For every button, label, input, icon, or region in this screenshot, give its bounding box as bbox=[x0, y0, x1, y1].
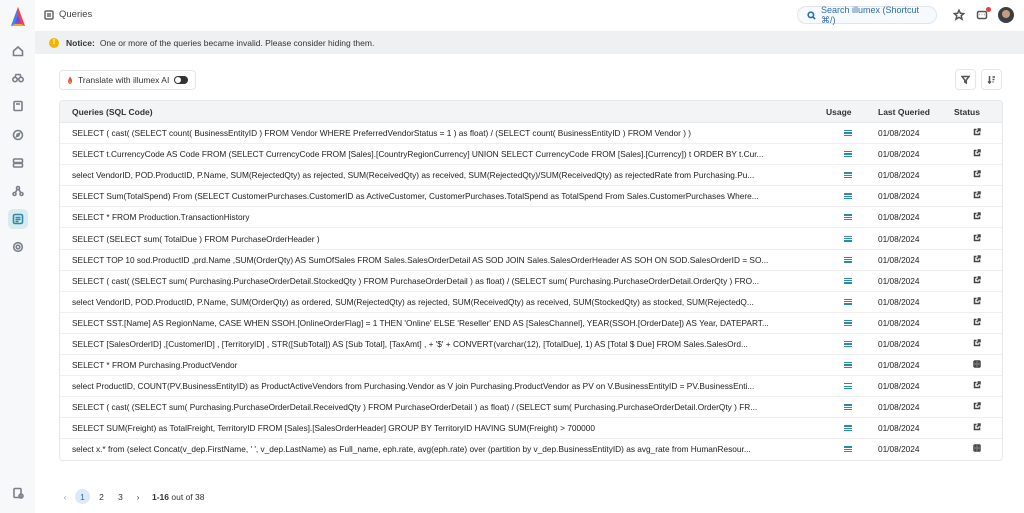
query-cell[interactable]: SELECT * FROM Production.TransactionHistory bbox=[72, 212, 250, 223]
next-page-button[interactable]: › bbox=[136, 491, 140, 502]
usage-cell[interactable] bbox=[822, 214, 874, 220]
table-row[interactable] bbox=[60, 144, 1002, 165]
query-cell[interactable]: SELECT Sum(TotalSpend) From (SELECT CustomerPurchases.CustomerID as ActiveCustomer, CustomerPurchases.TotalSpend as TotalSpend From Sales.CustomerPurchases Where... bbox=[72, 191, 759, 202]
query-cell[interactable]: SELECT (SELECT sum( TotalDue ) FROM PurchaseOrderHeader ) bbox=[72, 233, 320, 244]
header-last-queried[interactable]: Last Queried bbox=[878, 106, 930, 117]
status-cell bbox=[952, 423, 1002, 433]
query-cell[interactable]: select VendorID, POD.ProductID, P.Name, SUM(OrderQty) as ordered, SUM(RejectedQty) as rejected, SUM(ReceivedQty) as received, SUM(StockedQty) as stocked, SUM(RejectedQ... bbox=[72, 296, 754, 307]
table-row[interactable] bbox=[60, 186, 1002, 207]
last-queried-cell: 01/08/2024 bbox=[878, 381, 920, 392]
query-cell[interactable]: SELECT SUM(Freight) as TotalFreight, TerritoryID FROM [Sales].[SalesOrderHeader] GROUP BY TerritoryID HAVING SUM(Freight) > 700000 bbox=[72, 423, 595, 434]
notice-text: One or more of the queries became invalid. Please consider hiding them. bbox=[99, 37, 375, 48]
table-header bbox=[60, 101, 1002, 123]
table-row[interactable] bbox=[60, 397, 1002, 418]
table-row[interactable] bbox=[60, 165, 1002, 186]
usage-icon[interactable] bbox=[844, 341, 852, 347]
external-link-icon[interactable] bbox=[973, 128, 981, 138]
table-row[interactable] bbox=[60, 292, 1002, 313]
table-row[interactable] bbox=[60, 207, 1002, 228]
usage-icon[interactable] bbox=[844, 130, 852, 136]
status-cell bbox=[952, 339, 1002, 349]
query-cell[interactable]: select VendorID, POD.ProductID, P.Name, SUM(RejectedQty) as rejected, SUM(ReceivedQty) as received, SUM(RejectedQty)/SUM(ReceivedQty) as rejectedRate from Purchasing.Pu... bbox=[72, 170, 755, 181]
pagination bbox=[59, 489, 204, 504]
header-status[interactable]: Status bbox=[954, 106, 980, 117]
page-2-button[interactable]: 2 bbox=[99, 491, 104, 502]
queries-page-icon bbox=[44, 10, 54, 20]
last-queried-cell: 01/08/2024 bbox=[878, 360, 920, 371]
last-queried-cell: 01/08/2024 bbox=[878, 275, 920, 286]
usage-cell[interactable] bbox=[822, 404, 874, 410]
last-queried-cell: 01/08/2024 bbox=[878, 212, 920, 223]
page-title: Queries bbox=[59, 9, 93, 20]
query-cell[interactable]: SELECT * FROM Purchasing.ProductVendor bbox=[72, 360, 238, 371]
book-icon[interactable] bbox=[8, 96, 28, 116]
external-link-icon[interactable] bbox=[973, 402, 981, 412]
external-link-icon[interactable] bbox=[973, 318, 981, 328]
queries-table bbox=[59, 100, 1003, 461]
notice-banner bbox=[35, 31, 1024, 54]
translate-toggle-button[interactable] bbox=[59, 70, 196, 90]
status-cell bbox=[952, 255, 1002, 265]
status-cell bbox=[952, 212, 1002, 222]
usage-cell[interactable] bbox=[822, 130, 874, 136]
translate-label: Translate with illumex AI bbox=[78, 75, 170, 85]
usage-icon[interactable] bbox=[844, 404, 852, 410]
top-bar bbox=[35, 0, 1024, 32]
prev-page-button[interactable]: ‹ bbox=[63, 491, 67, 502]
translate-switch[interactable] bbox=[174, 76, 188, 84]
star-icon[interactable] bbox=[952, 8, 966, 22]
status-cell bbox=[952, 318, 1002, 328]
query-cell[interactable]: SELECT t.CurrencyCode AS Code FROM (SELECT CurrencyCode FROM [Sales].[CountryRegionCurrency] UNION SELECT CurrencyCode FROM [Sales].[Currency]) t ORDER BY t.Cur... bbox=[72, 149, 764, 160]
external-link-icon[interactable] bbox=[973, 255, 981, 265]
usage-icon[interactable] bbox=[844, 172, 852, 178]
save-icon[interactable] bbox=[973, 360, 981, 370]
page-3-button[interactable]: 3 bbox=[118, 491, 123, 502]
query-cell[interactable]: SELECT ( cast( (SELECT count( BusinessEntityID ) FROM Vendor WHERE PreferredVendorStatus = 1 ) as float) / (SELECT count( BusinessEntityID ) FROM Vendor ) ) bbox=[72, 128, 692, 139]
usage-cell[interactable] bbox=[822, 320, 874, 326]
table-row[interactable] bbox=[60, 439, 1002, 459]
home-icon[interactable] bbox=[8, 41, 28, 61]
search-icon bbox=[807, 11, 816, 20]
usage-icon[interactable] bbox=[844, 278, 852, 284]
table-row[interactable] bbox=[60, 313, 1002, 334]
notification-badge bbox=[986, 7, 991, 12]
status-cell bbox=[952, 402, 1002, 412]
usage-cell[interactable] bbox=[822, 362, 874, 368]
external-link-icon[interactable] bbox=[973, 212, 981, 222]
status-cell bbox=[952, 444, 1002, 454]
query-cell[interactable]: SELECT ( cast( (SELECT sum( Purchasing.PurchaseOrderDetail.StockedQty ) FROM PurchaseOrderDetail ) as float) / (SELECT sum( Purchasing.PurchaseOrderDetail.OrderQty ) FRO... bbox=[72, 275, 760, 286]
table-row[interactable] bbox=[60, 250, 1002, 271]
table-row[interactable] bbox=[60, 376, 1002, 397]
last-queried-cell: 01/08/2024 bbox=[878, 423, 920, 434]
header-usage[interactable]: Usage bbox=[826, 106, 852, 117]
binoculars-icon[interactable] bbox=[8, 68, 28, 88]
external-link-icon[interactable] bbox=[973, 276, 981, 286]
page-1-button[interactable]: 1 bbox=[75, 489, 90, 504]
last-queried-cell: 01/08/2024 bbox=[878, 128, 920, 139]
status-cell bbox=[952, 128, 1002, 138]
main-content bbox=[35, 54, 1024, 513]
last-queried-cell: 01/08/2024 bbox=[878, 254, 920, 265]
last-queried-cell: 01/08/2024 bbox=[878, 338, 920, 349]
status-cell bbox=[952, 170, 1002, 180]
last-queried-cell: 01/08/2024 bbox=[878, 402, 920, 413]
illumex-logo[interactable] bbox=[9, 6, 27, 28]
external-link-icon[interactable] bbox=[973, 170, 981, 180]
usage-cell[interactable] bbox=[822, 236, 874, 242]
compass-icon[interactable] bbox=[8, 125, 28, 145]
breadcrumb bbox=[44, 9, 92, 20]
external-link-icon[interactable] bbox=[973, 339, 981, 349]
usage-icon[interactable] bbox=[844, 214, 852, 220]
table-row[interactable] bbox=[60, 123, 1002, 144]
filter-button[interactable] bbox=[955, 69, 976, 90]
query-cell[interactable]: select ProductID, COUNT(PV.BusinessEntityID) as ProductActiveVendors from Purchasing.Vendor as V join Purchasing.ProductVendor as PV on V.BusinessEntityID = PV.BusinessEnti... bbox=[72, 381, 755, 392]
notice-label: Notice: bbox=[66, 37, 95, 48]
status-cell bbox=[952, 360, 1002, 370]
query-cell[interactable]: SELECT ( cast( (SELECT sum( Purchasing.PurchaseOrderDetail.ReceivedQty ) FROM PurchaseOrderDetail ) as float) / (SELECT sum( Purchasing.PurchaseOrderDetail.OrderQty ) FR... bbox=[72, 402, 758, 413]
status-cell bbox=[952, 149, 1002, 159]
usage-cell[interactable] bbox=[822, 446, 874, 452]
query-cell[interactable]: SELECT TOP 10 sod.ProductID ,prd.Name ,SUM(OrderQty) AS SumOfSales FROM Sales.SalesOrderDetail AS SOD JOIN Sales.SalesOrderHeader AS SOH ON SOD.SalesOrderID = SO... bbox=[72, 254, 769, 265]
status-cell bbox=[952, 191, 1002, 201]
usage-icon[interactable] bbox=[844, 236, 852, 242]
last-queried-cell: 01/08/2024 bbox=[878, 191, 920, 202]
last-queried-cell: 01/08/2024 bbox=[878, 296, 920, 307]
table-row[interactable] bbox=[60, 355, 1002, 376]
status-cell bbox=[952, 381, 1002, 391]
search-button[interactable] bbox=[797, 6, 937, 24]
table-row[interactable] bbox=[60, 271, 1002, 292]
external-link-icon[interactable] bbox=[973, 381, 981, 391]
notifications-icon[interactable] bbox=[975, 8, 989, 22]
settings-icon[interactable] bbox=[8, 237, 28, 257]
usage-icon[interactable] bbox=[844, 193, 852, 199]
last-queried-cell: 01/08/2024 bbox=[878, 444, 920, 455]
usage-cell[interactable] bbox=[822, 151, 874, 157]
sidebar bbox=[0, 0, 36, 513]
usage-icon[interactable] bbox=[844, 425, 852, 431]
status-cell bbox=[952, 234, 1002, 244]
usage-cell[interactable] bbox=[822, 299, 874, 305]
external-link-icon[interactable] bbox=[973, 423, 981, 433]
usage-icon[interactable] bbox=[844, 299, 852, 305]
usage-icon[interactable] bbox=[844, 320, 852, 326]
external-link-icon[interactable] bbox=[973, 191, 981, 201]
usage-cell[interactable] bbox=[822, 425, 874, 431]
queries-icon[interactable] bbox=[8, 209, 28, 229]
query-cell[interactable]: select x.* from (select Concat(v_dep.FirstName, ' ', v_dep.LastName) as Full_name, eph.rate, avg(eph.rate) over (partition by v_dep.BusinessEntityID) as avg_rate from HumanResour... bbox=[72, 444, 751, 455]
table-row[interactable] bbox=[60, 228, 1002, 249]
table-row[interactable] bbox=[60, 418, 1002, 439]
usage-cell[interactable] bbox=[822, 278, 874, 284]
filter-icon bbox=[961, 75, 970, 84]
sort-icon bbox=[987, 75, 996, 84]
usage-cell[interactable] bbox=[822, 257, 874, 263]
save-icon[interactable] bbox=[973, 444, 981, 454]
usage-icon[interactable] bbox=[844, 446, 852, 452]
last-queried-cell: 01/08/2024 bbox=[878, 233, 920, 244]
flame-icon bbox=[67, 76, 73, 85]
range-total: out of 38 bbox=[171, 491, 205, 502]
usage-icon[interactable] bbox=[844, 257, 852, 263]
database-icon[interactable] bbox=[8, 153, 28, 173]
page-range bbox=[152, 492, 204, 502]
search-label: Search illumex (Shortcut ⌘/) bbox=[821, 4, 920, 25]
sort-button[interactable] bbox=[981, 69, 1002, 90]
usage-icon[interactable] bbox=[844, 362, 852, 368]
usage-icon[interactable] bbox=[844, 383, 852, 389]
query-cell[interactable]: SELECT SST.[Name] AS RegionName, CASE WHEN SSOH.[OnlineOrderFlag] = 1 THEN 'Online' ELSE 'Reseller' END AS [SalesChannel], YEAR(SSOH.[OrderDate]) AS Year, DATEPART... bbox=[72, 317, 769, 328]
usage-cell[interactable] bbox=[822, 172, 874, 178]
external-link-icon[interactable] bbox=[973, 149, 981, 159]
last-queried-cell: 01/08/2024 bbox=[878, 149, 920, 160]
warning-icon: ! bbox=[49, 38, 59, 48]
document-info-icon[interactable] bbox=[8, 483, 28, 503]
table-row[interactable] bbox=[60, 334, 1002, 355]
status-cell bbox=[952, 297, 1002, 307]
last-queried-cell: 01/08/2024 bbox=[878, 170, 920, 181]
usage-icon[interactable] bbox=[844, 151, 852, 157]
query-cell[interactable]: SELECT [SalesOrderID] ,[CustomerID] , [TerritoryID] , STR([SubTotal]) AS [Sub Total], [TaxAmt] , + '$' + CONVERT(varchar(12), [TotalDue], 1) AS [Total $ Due] FROM Sales.SalesOrd... bbox=[72, 338, 748, 349]
status-cell bbox=[952, 276, 1002, 286]
network-icon[interactable] bbox=[8, 181, 28, 201]
header-query[interactable]: Queries (SQL Code) bbox=[72, 106, 153, 117]
range-value: 1-16 bbox=[152, 491, 170, 502]
external-link-icon[interactable] bbox=[973, 297, 981, 307]
table-body bbox=[60, 123, 1002, 460]
user-avatar[interactable] bbox=[998, 7, 1014, 23]
last-queried-cell: 01/08/2024 bbox=[878, 317, 920, 328]
usage-cell[interactable] bbox=[822, 341, 874, 347]
usage-cell[interactable] bbox=[822, 383, 874, 389]
external-link-icon[interactable] bbox=[973, 234, 981, 244]
usage-cell[interactable] bbox=[822, 193, 874, 199]
